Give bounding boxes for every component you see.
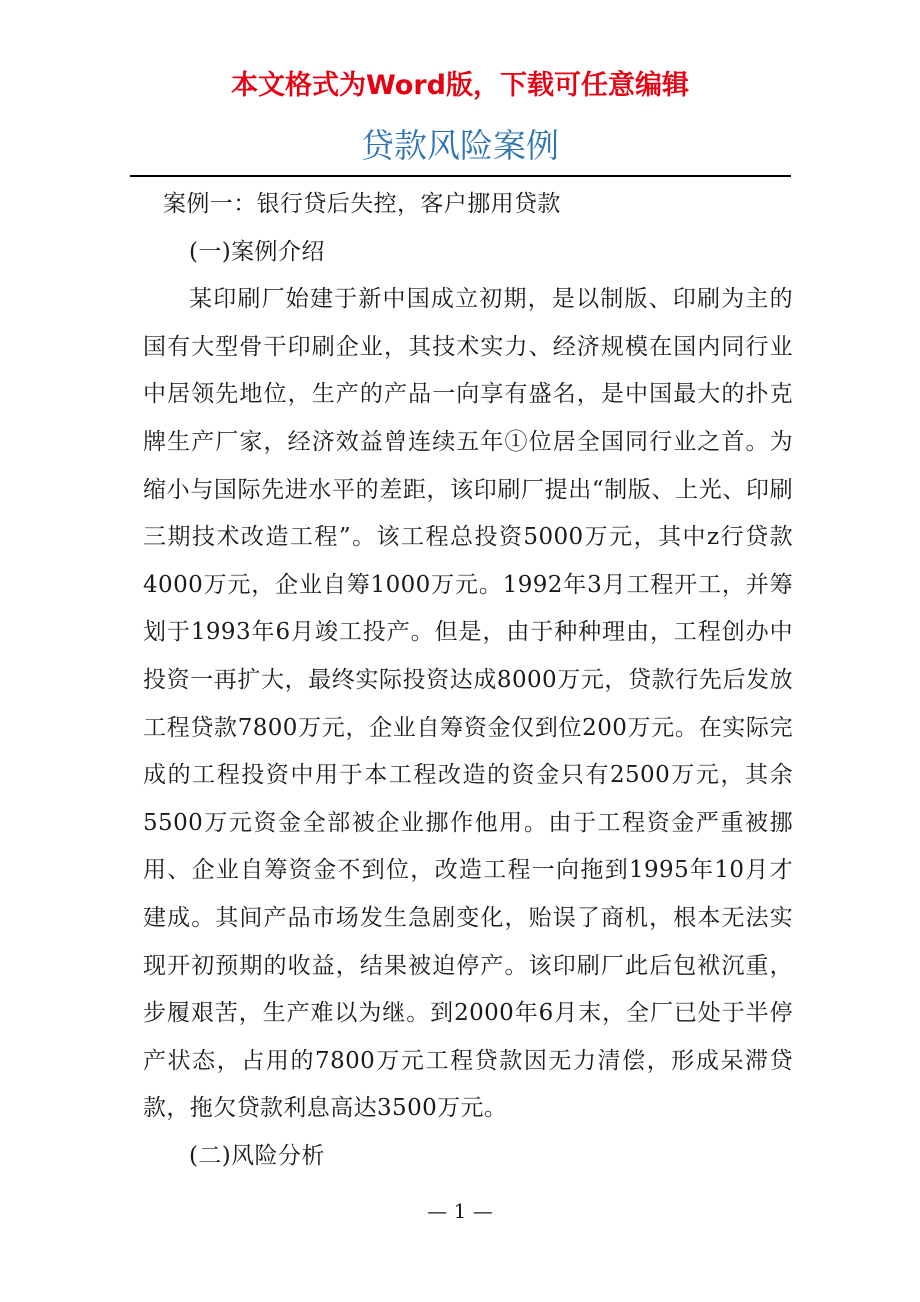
document-body [143,181,793,1180]
document-title: 贷款风险案例 [361,126,559,165]
intro-paragraph: 某印刷厂始建于新中国成立初期，是以制版、印刷为主的国有大型骨干印刷企业，其技术实力、经济规模在国内同行业中居领先地位，生产的产品一向享有盛名，是中国最大的扑克牌生产厂家，经济效益曾连续五年①位居全国同行业之首。为缩小与国际先进水平的差距，该印刷厂提出“制版、上光、印刷三期技术改造工程”。该工程总投资5000万元，其中z行贷款4000万元，企业自筹1000万元。1992年3月工程开工，并筹划于1993年6月竣工投产。但是，由于种种理由，工程创办中投资一再扩大，最终实际投资达成8000万元，贷款行先后发放工程贷款7800万元，企业自筹资金仅到位200万元。在实际完成的工程投资中用于本工程改造的资金只有2500万元，其余5500万元资金全部被企业挪作他用。由于工程资金严重被挪用、企业自筹资金不到位，改造工程一向拖到1995年10月才建成。其间产品市场发生急剧变化，贻误了商机，根本无法实现开初预期的收益，结果被迫停产。该印刷厂此后包袱沉重，步履艰苦，生产难以为继。到2000年6月末，全厂已处于半停产状态，占用的7800万元工程贷款因无力清偿，形成呆滞贷款，拖欠贷款利息高达3500万元。 [143,286,793,1122]
title-divider [130,175,791,177]
page-number: — 1 — [427,1199,493,1223]
case-heading: 案例一：银行贷后失控，客户挪用贷款 [163,191,561,217]
format-notice: 本文格式为Word版，下载可任意编辑 [230,70,689,101]
section-heading-risk: (二)风险分析 [189,1142,325,1169]
section-heading-intro: (一)案例介绍 [189,238,325,265]
